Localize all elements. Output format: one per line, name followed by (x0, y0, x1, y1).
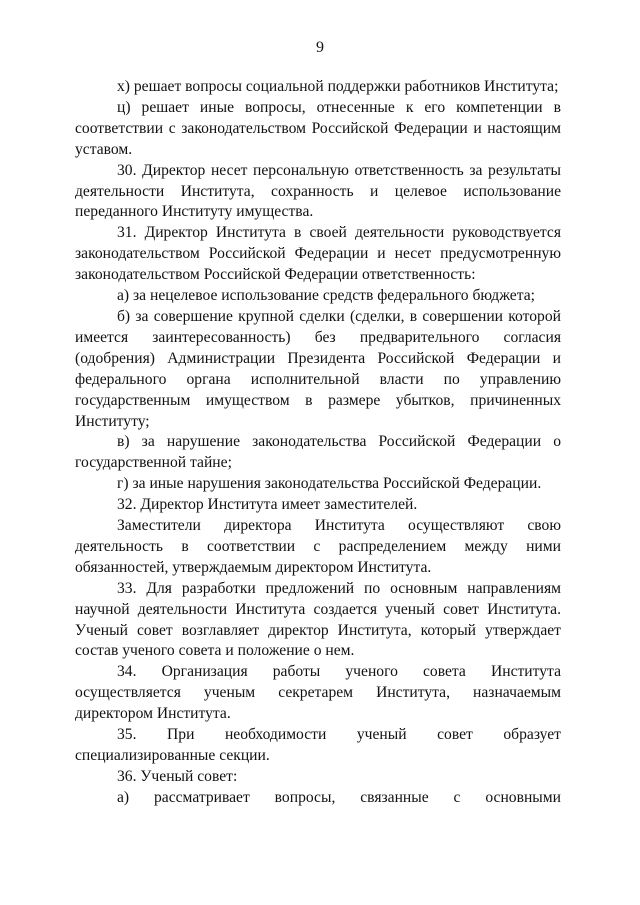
paragraph-35: 35. При необходимости ученый совет образует специализированные секции. (75, 726, 561, 764)
paragraph-item-x: х) решает вопросы социальной поддержки работников Института; (117, 78, 559, 95)
paragraph-item-ts: ц) решает иные вопросы, отнесенные к его компетенции в соответствии с законодательством Российской Федерации и настоящим уставом. (75, 98, 561, 158)
paragraph-36: 36. Ученый совет: (117, 767, 238, 785)
paragraph-30: 30. Директор несет персональную ответственность за результаты деятельности Института, сохранность и целевое использование переданного Институту имущества. (75, 161, 561, 221)
paragraph-31-b: б) за совершение крупной сделки (сделки, в совершении которой имеется заинтересованность) без предварительного согласия (одобрения) Администрации Президента Российской Федерации и федерального органа исполнительной власти по управлению государственным имуществом в размере убытков, причиненных Институту; (75, 307, 561, 430)
paragraph-32-deputies: Заместители директора Института осуществляют свою деятельность в соответствии с распределением между ними обязанностей, утверждаемым директором Института. (75, 517, 561, 576)
paragraph-31: 31. Директор Института в своей деятельности руководствуется законодательством Российской Федерации и несет предусмотренную законодательством Российской Федерации ответственность: (75, 224, 561, 284)
paragraph-31-g: г) за иные нарушения законодательства Российской Федерации. (117, 475, 542, 493)
paragraph-34: 34. Организация работы ученого совета Института осуществляется ученым секретарем Института, назначаемым директором Института. (75, 663, 561, 723)
document-body (75, 77, 561, 809)
paragraph-36-a: а) рассматривает вопросы, связанные с основными (117, 788, 561, 806)
paragraph-32: 32. Директор Института имеет заместителей. (117, 496, 418, 514)
paragraph-33: 33. Для разработки предложений по основным направлениям научной деятельности Института создается ученый совет Института. Ученый совет возглавляет директор Института, который утверждает состав ученого совета и положение о нем. (75, 579, 561, 660)
page-number: 9 (316, 39, 324, 56)
paragraph-31-v: в) за нарушение законодательства Российской Федерации о государственной тайне; (75, 433, 561, 472)
paragraph-31-a: а) за нецелевое использование средств федерального бюджета; (117, 287, 535, 305)
